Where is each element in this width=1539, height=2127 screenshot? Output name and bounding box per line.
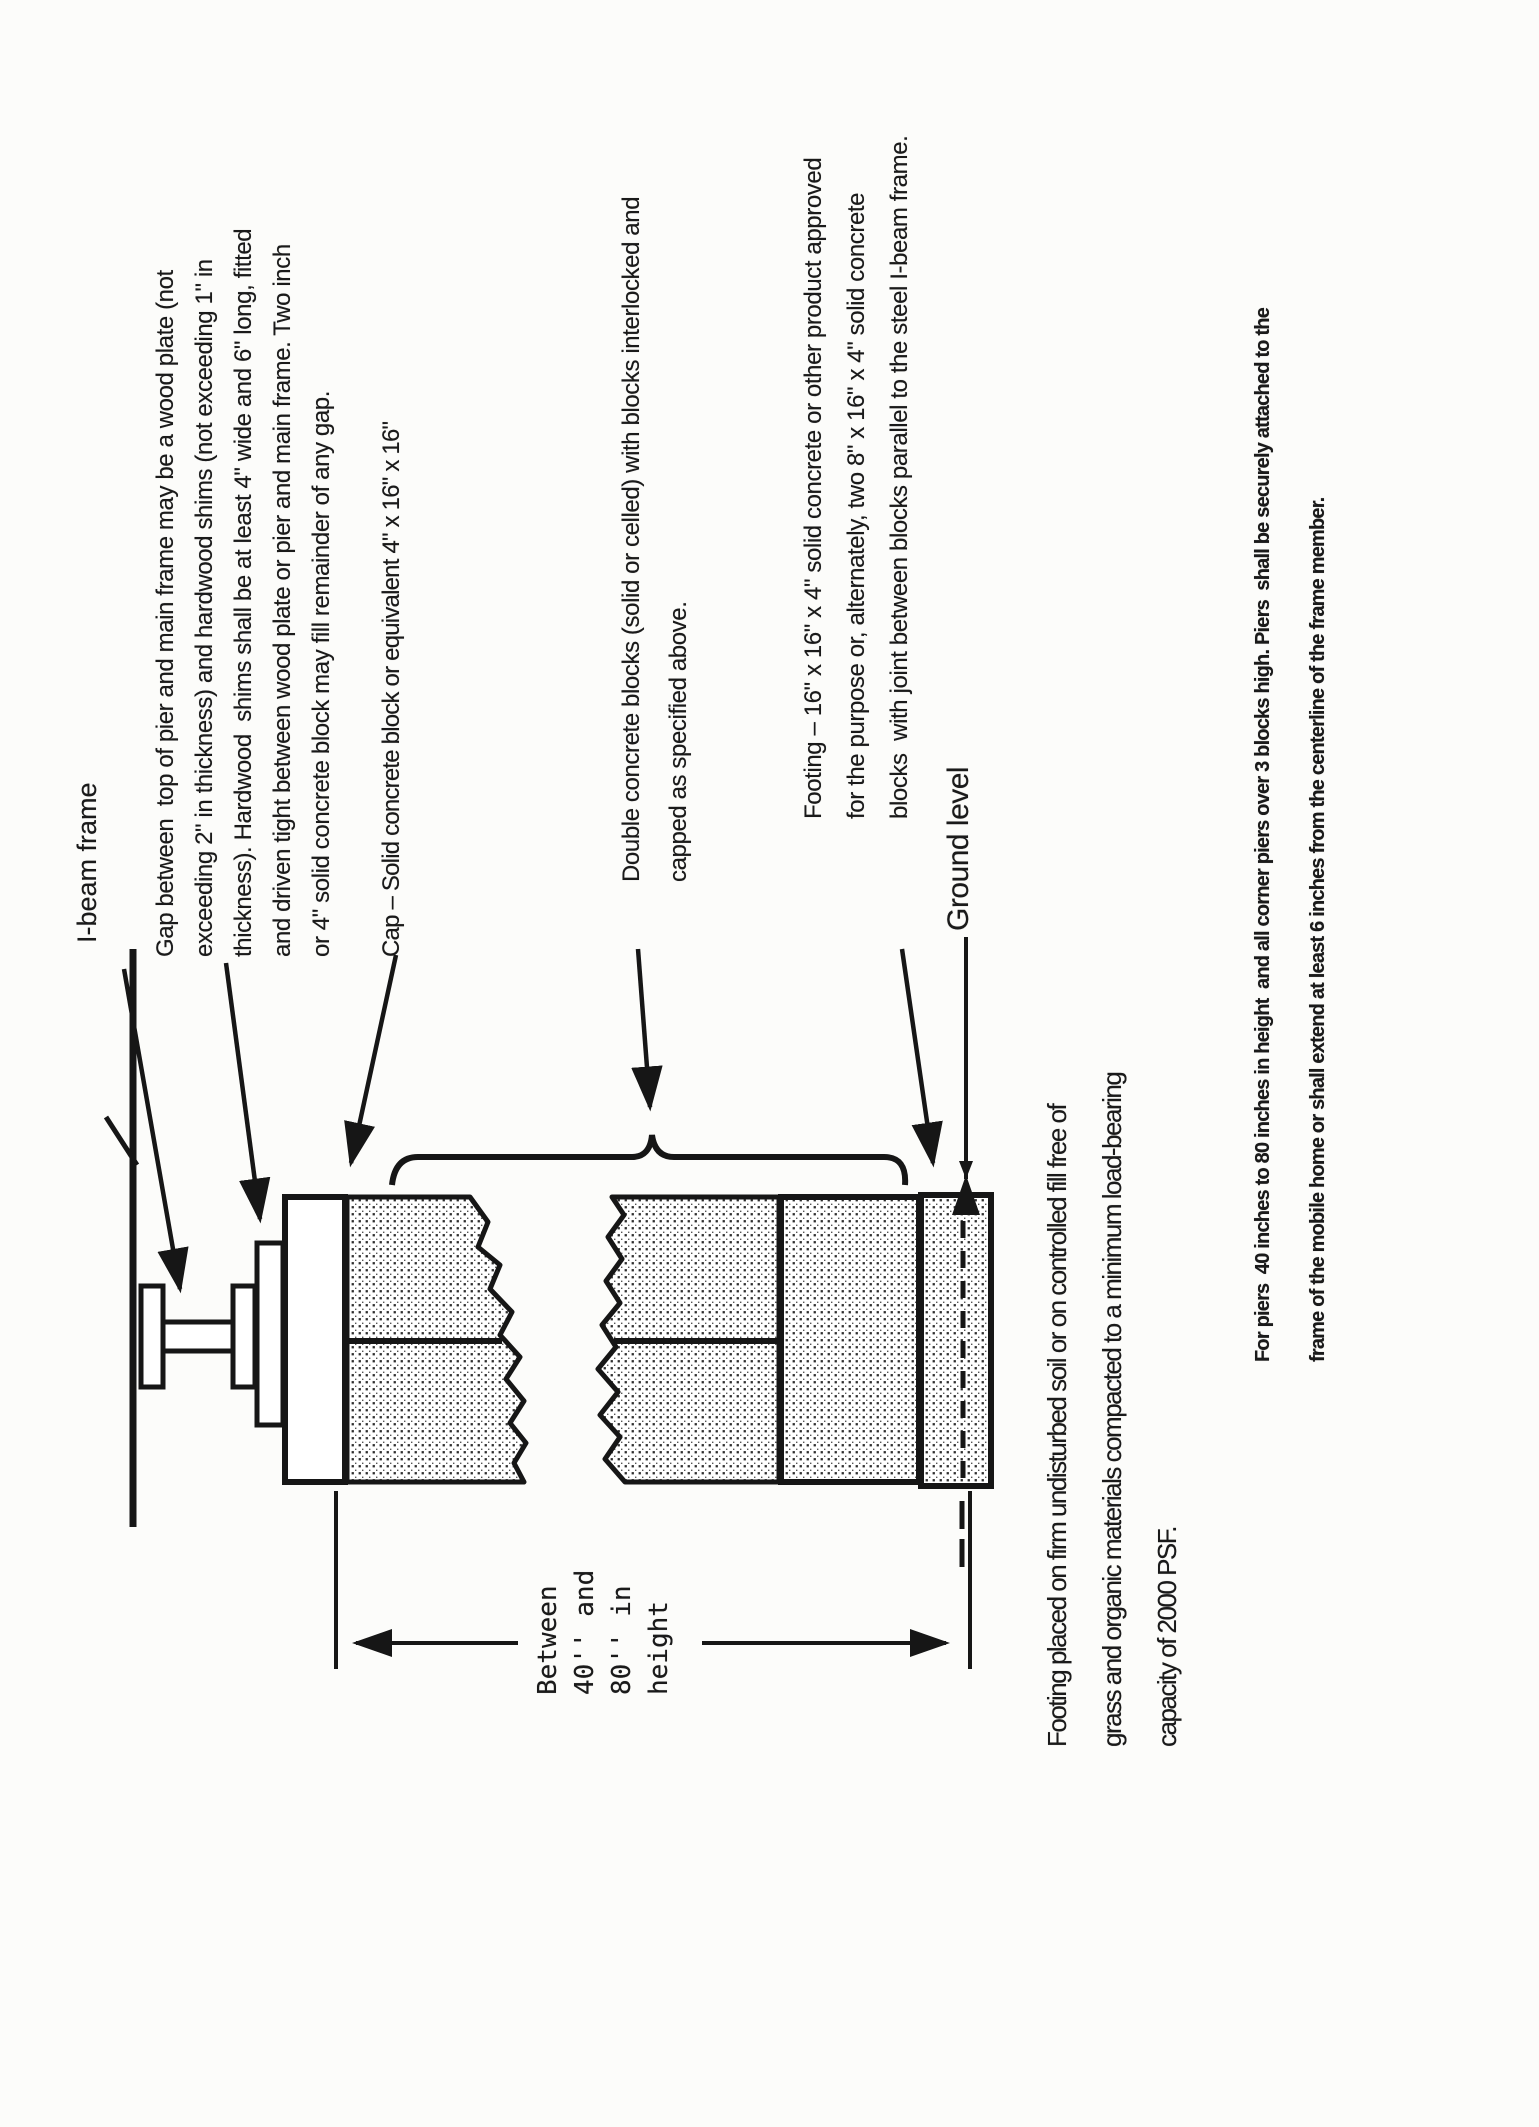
double-blocks-line: Double concrete blocks (solid or celled) with blocks interlocked and	[618, 196, 645, 882]
footing-arrow	[902, 949, 933, 1163]
height-dimension-label	[530, 1570, 678, 1695]
for-piers-line: frame of the mobile home or shall extend at least 6 inches from the centerline of the frame member.	[1307, 497, 1329, 1362]
height-dimension-line: height	[644, 1601, 674, 1695]
gap-note-line: thickness). Hardwood shims shall be at least 4" wide and 6" long, fitted	[230, 228, 257, 957]
gap-arrow	[226, 963, 260, 1219]
cap-arrow	[351, 955, 396, 1163]
footing-placed-note	[1030, 1073, 1195, 1747]
ibeam-shape	[141, 1286, 255, 1387]
cap-note-text: Cap – Solid concrete block or equivalent 4" x 16" x 16"	[378, 421, 405, 957]
footing-note-line: Footing – 16" x 16" x 4" solid concrete or other product approved	[800, 157, 827, 819]
double-blocks-line: capped as specified above.	[665, 601, 692, 882]
blocks-brace	[392, 1135, 905, 1185]
double-blocks-arrow	[638, 949, 650, 1107]
for-piers-line: For piers 40 inches to 80 inches in height and all corner piers over 3 blocks high. Piers shall be securely attached to the	[1252, 307, 1274, 1362]
gap-note-line: or 4" solid concrete block may fill remainder of any gap.	[308, 391, 335, 957]
for-piers-note	[1236, 308, 1346, 1362]
wood-plate-shape	[257, 1243, 283, 1425]
footing-note	[792, 136, 921, 819]
bottom-course	[781, 1197, 919, 1482]
ground-leader-arrowhead	[959, 1161, 973, 1179]
ibeam-label-text: I-beam frame	[72, 782, 102, 943]
cap-note	[372, 422, 411, 957]
gap-note-line: exceeding 2" in thickness) and hardwood shims (not exceeding 1" in	[191, 259, 218, 957]
gap-note-line: Gap between top of pier and main frame may be a wood plate (not	[152, 270, 179, 957]
footing-note-line: blocks with joint between blocks parallel to the steel I-beam frame.	[886, 135, 913, 819]
footing-note-line: for the purpose or, alternately, two 8" x 16" x 4" solid concrete	[843, 192, 870, 819]
gap-note	[146, 229, 341, 957]
height-dimension-line: 40'' and	[570, 1569, 600, 1695]
height-dimension-line: 80'' in	[607, 1585, 637, 1695]
ibeam-label	[72, 782, 103, 943]
footing-slab	[921, 1195, 991, 1486]
gap-note-line: and driven tight between wood plate or pier and main frame. Two inch	[269, 244, 296, 957]
height-dimension-line: Between	[533, 1585, 563, 1695]
footing-placed-line: grass and organic materials compacted to a minimum load-bearing	[1097, 1072, 1127, 1747]
footing-placed-line: Footing placed on firm undisturbed soil or on controlled fill free of	[1042, 1104, 1072, 1747]
double-blocks-note	[608, 197, 702, 882]
footing-placed-line: capacity of 2000 PSF.	[1152, 1527, 1182, 1747]
cap-shape	[285, 1197, 345, 1482]
ground-level-label	[942, 767, 976, 931]
ground-level-text: Ground level	[942, 766, 975, 931]
